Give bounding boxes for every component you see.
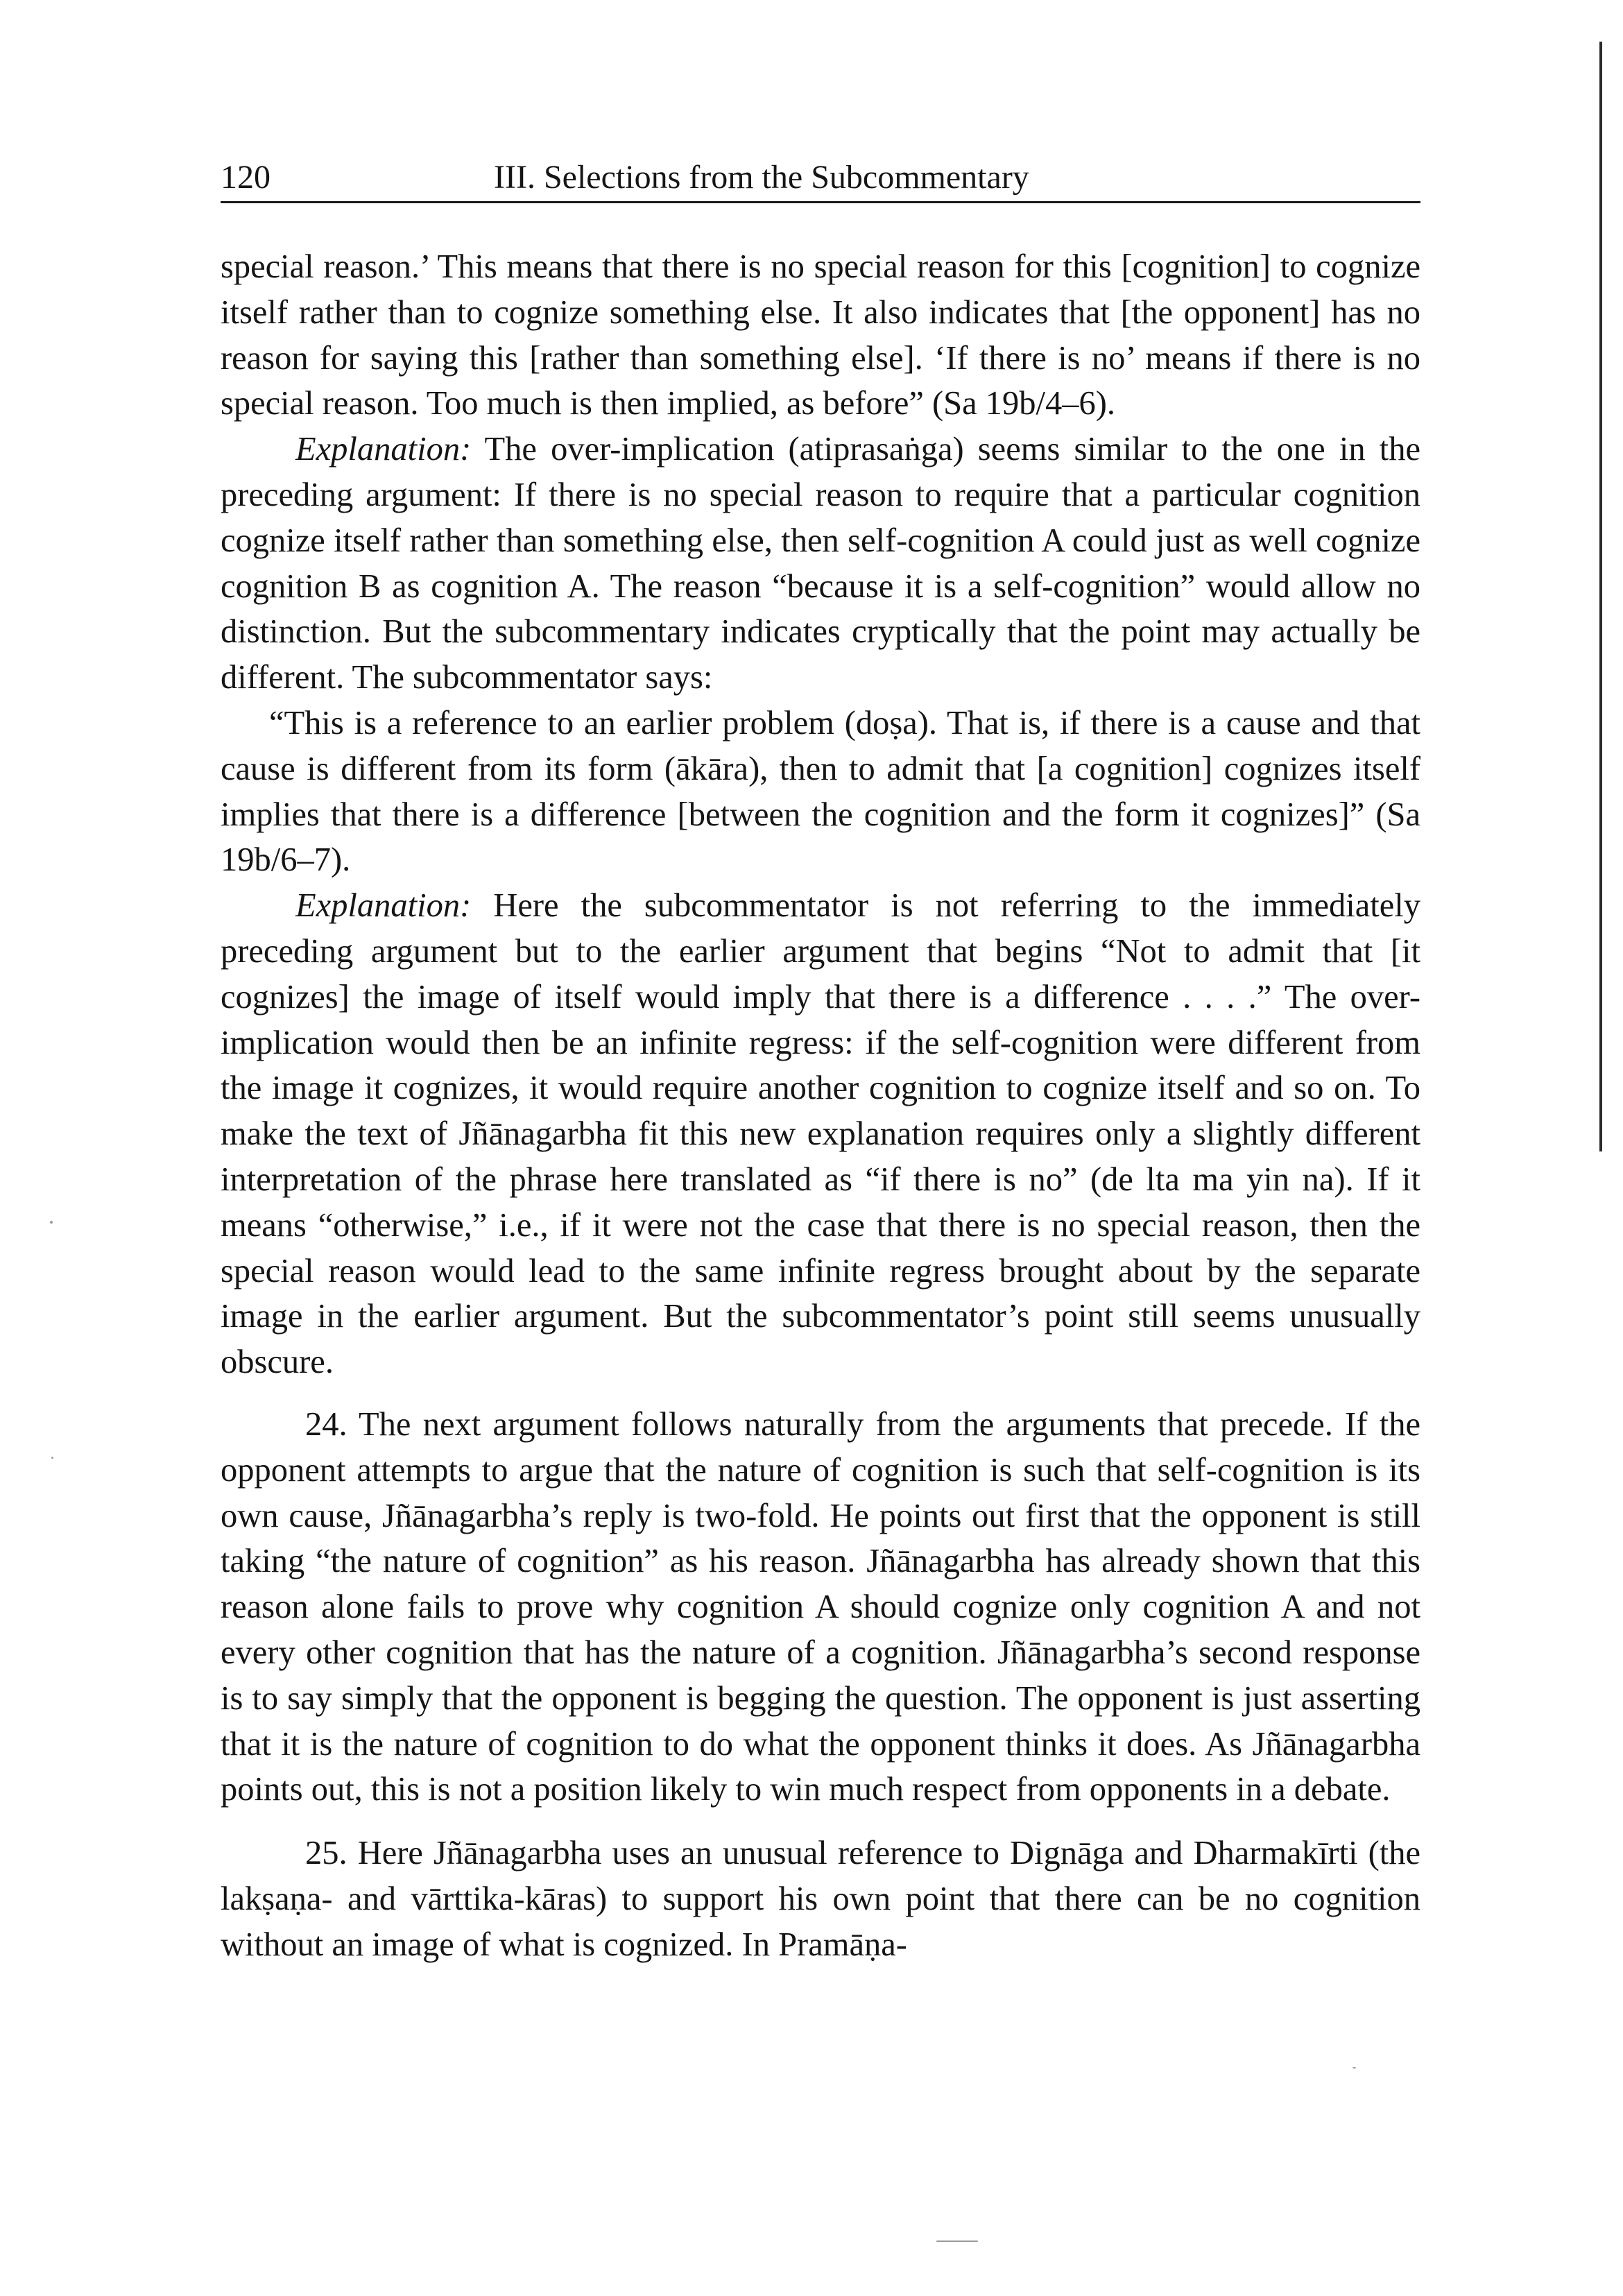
paragraph-text: Here the subcommentator is not referring to the immediately preceding argument but to the earlier argument that begins “Not to admit that [it cognizes] the image of itself would imply that there is a difference . . . .” The over-implication would then be an infinite regress: if the self-cognition were different from the image it cognizes, it would require another cognition to cognize itself and so on. To make the text of Jñānagarbha fit this new explanation requires only a slightly different interpretation of the phrase here translated as “if there is no” (de lta ma yin na). If it means “otherwise,” i.e., if it were not the case that there is no special reason, then the special reason would lead to the same infinite regress brought about by the separate image in the earlier argument. But the subcommentator’s point still seems unusually obscure. [221,887,1420,1381]
page-number: 120 [221,159,270,196]
paragraph-quotation [221,701,1420,883]
paragraph-24 [221,1402,1420,1813]
scan-speck [1352,2067,1356,2068]
paragraph-continuation [221,244,1420,427]
body-text [221,244,1420,1967]
paragraph-explanation-1 [221,427,1420,701]
scan-speck [936,2241,978,2242]
paragraph-text: 24. The next argument follows naturally from the arguments that precede. If the opponent attempts to argue that the nature of cognition is such that self-cognition is its own cause, Jñānagarbha’s reply is two-fold. He points out first that the opponent is still taking “the nature of cognition” as his reason. Jñānagarbha has already shown that this reason alone fails to prove why cognition A should cognize only cognition A and not every other cognition that has the nature of a cognition. Jñānagarbha’s second response is to say simply that the opponent is begging the question. The opponent is just asserting that it is the nature of cognition to do what the opponent thinks it does. As Jñānagarbha points out, this is not a position likely to win much respect from opponents in a debate. [221,1405,1420,1808]
page-edge-line [1599,42,1602,1151]
scan-speck [50,1221,53,1224]
paragraph-text: “This is a reference to an earlier problem (doṣa). That is, if there is a cause and that cause is different from its form (ākāra), then to admit that [a cognition] cognizes itself implies that there is a difference [between the cognition and the form it cognizes]” (Sa 19b/6–7). [221,704,1420,879]
scan-speck [51,1457,53,1459]
paragraph-explanation-2 [221,883,1420,1385]
paragraph-text: special reason.’ This means that there is no special reason for this [cognition] to cognize itself rather than to cognize something else. It also indicates that [the opponent] has no reason for saying this [rather than something else]. ‘If there is no’ means if there is no special reason. Too much is then implied, as before” (Sa 19b/4–6). [221,248,1420,422]
paragraph-text: The over-implication (atiprasaṅga) seems similar to the one in the preceding argument: If there is no special reason to require that a particular cognition cognize itself rather than something else, then self-cognition A could just as well cognize cognition B as cognition A. The reason “because it is a self-cognition” would allow no distinction. But the subcommentary indicates cryptically that the point may actually be different. The subcommentator says: [221,431,1420,696]
running-header [221,146,1420,203]
explanation-label: Explanation: [295,887,472,925]
paragraph-text: 25. Here Jñānagarbha uses an unusual reference to Dignāga and Dharmakīrti (the lakṣaṇa- and vārttika-kāras) to support his own point that there can be no cognition without an image of what is cognized. In Pramāṇa- [221,1835,1420,1963]
paragraph-25 [221,1831,1420,1967]
explanation-label: Explanation: [295,431,472,468]
running-head: III. Selections from the Subcommentary [494,159,1029,196]
